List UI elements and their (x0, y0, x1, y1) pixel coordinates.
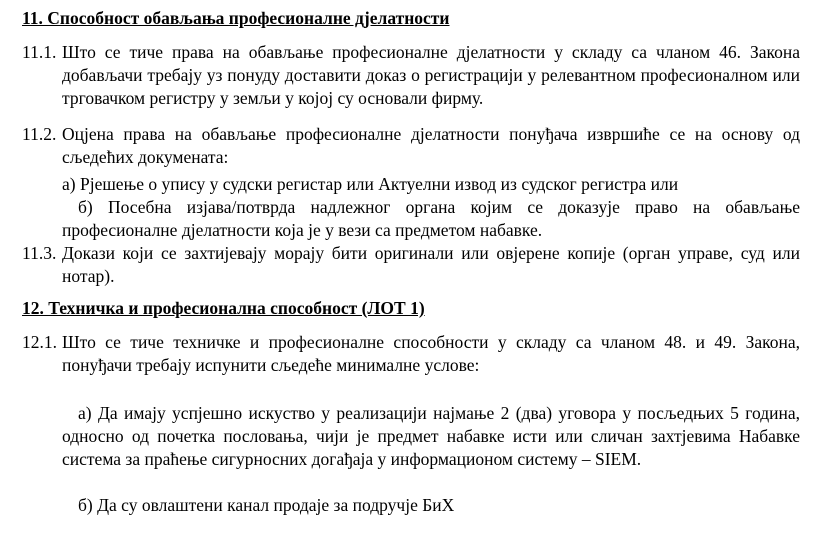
paragraph-11-3 (22, 242, 800, 288)
paragraph-text: Што се тиче права на обављање професионалне дјелатности у складу са чланом 46. Закона добављачи требају уз понуду доставити доказ о регистрацији у релевантном професионалном или трговачком регистру у земљи у којој су основали фирму. (62, 42, 800, 108)
paragraph-text: Што се тиче техничке и професионалне способности у складу са чланом 48. и 49. Закона, понуђачи требају испунити сљедеће минималне услове: (62, 332, 800, 375)
section-11-heading: 11. Способност обављања професионалне дјелатности (22, 8, 450, 28)
paragraph-text: Докази који се захтијевају морају бити оригинали или овјерене копије (орган управе, суд или нотар). (62, 243, 800, 286)
paragraph-12-1 (22, 331, 800, 377)
paragraph-text: Оцјена права на обављање професионалне дјелатности понуђача извршиће се на основу од сљедећих докумената: (62, 124, 800, 167)
list-item-11-2-a: а) Рјешење о упису у судски регистар или Актуелни извод из судског регистра или (62, 174, 679, 194)
list-item-12-1-a: а) Да имају успјешно искуство у реализацији најмање 2 (два) уговора у посљедњих 5 година, односно од почетка пословања, чији је предмет набавке исти или сличан захтјевима Набавке система за праћење сигурносних догађаја у информационом систему – SIEM. (62, 403, 800, 469)
paragraph-11-2 (22, 123, 800, 169)
section-12-heading: 12. Техничка и професионална способност (ЛОТ 1) (22, 298, 425, 318)
paragraph-11-1 (22, 41, 800, 110)
paragraph-number: 11.1. (22, 42, 57, 62)
paragraph-number: 11.2. (22, 124, 57, 144)
list-item-11-2-b: б) Посебна изјава/потврда надлежног органа којим се доказује право на обављање професионалне дјелатности која је у вези са предметом набавке. (62, 197, 800, 240)
paragraph-number: 12.1. (22, 332, 57, 352)
paragraph-number: 11.3. (22, 243, 57, 263)
list-item-12-1-b: б) Да су овлаштени канал продаје за подручје БиХ (78, 495, 455, 515)
